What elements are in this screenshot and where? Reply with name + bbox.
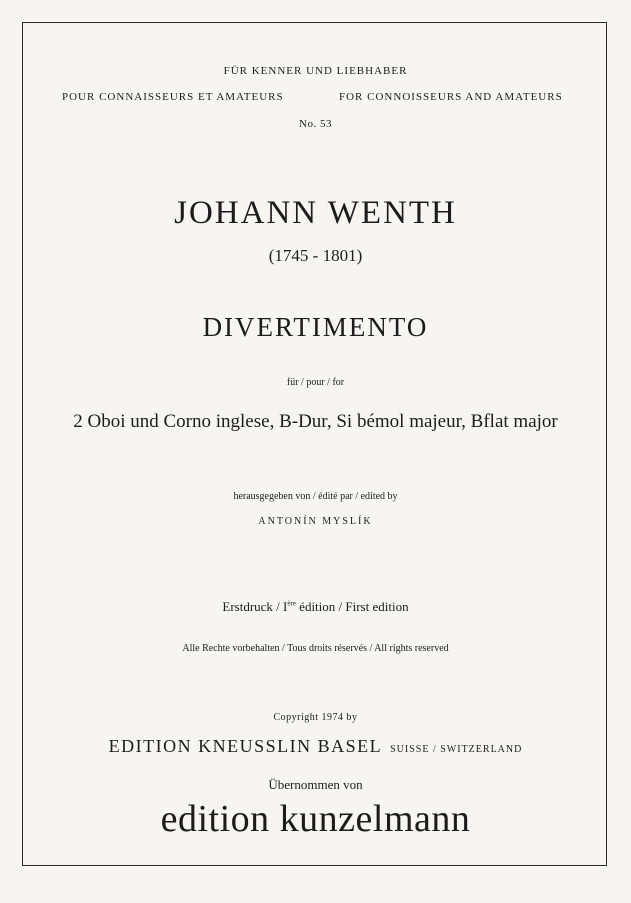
first-edition-note <box>0 599 631 615</box>
instrumentation: 2 Oboi und Corno inglese, B-Dur, Si bémol majeur, Bflat major <box>73 411 558 432</box>
rights-note: Alle Rechte vorbehalten / Tous droits réservés / All rights reserved <box>182 643 449 654</box>
series-title-german: FÜR KENNER UND LIEBHABER <box>223 65 408 77</box>
edition-text-end: édition / First edition <box>295 599 409 614</box>
work-title: DIVERTIMENTO <box>202 312 429 342</box>
taken-over-label: Übernommen von <box>268 777 363 792</box>
publisher-name: EDITION KNEUSSLIN BASEL <box>108 736 383 756</box>
edition-text-start: Erstdruck / I <box>222 599 288 614</box>
editor-name: ANTONÍN MYSLÍK <box>258 516 373 527</box>
copyright-line: Copyright 1974 by <box>273 712 358 723</box>
edition-superscript: ère <box>287 599 296 608</box>
series-number: No. 53 <box>299 118 332 130</box>
composer-name: JOHANN WENTH <box>174 195 457 231</box>
new-publisher-name: edition kunzelmann <box>160 798 471 840</box>
publisher-country: SUISSE / SWITZERLAND <box>390 744 523 755</box>
series-title-french: POUR CONNAISSEURS ET AMATEURS <box>62 91 284 103</box>
publisher-line <box>0 736 631 757</box>
for-label: für / pour / for <box>286 377 345 388</box>
composer-dates: (1745 - 1801) <box>268 246 363 265</box>
edited-by-label: herausgegeben von / édité par / edited by <box>233 491 398 502</box>
series-title-english: FOR CONNOISSEURS AND AMATEURS <box>339 91 563 103</box>
